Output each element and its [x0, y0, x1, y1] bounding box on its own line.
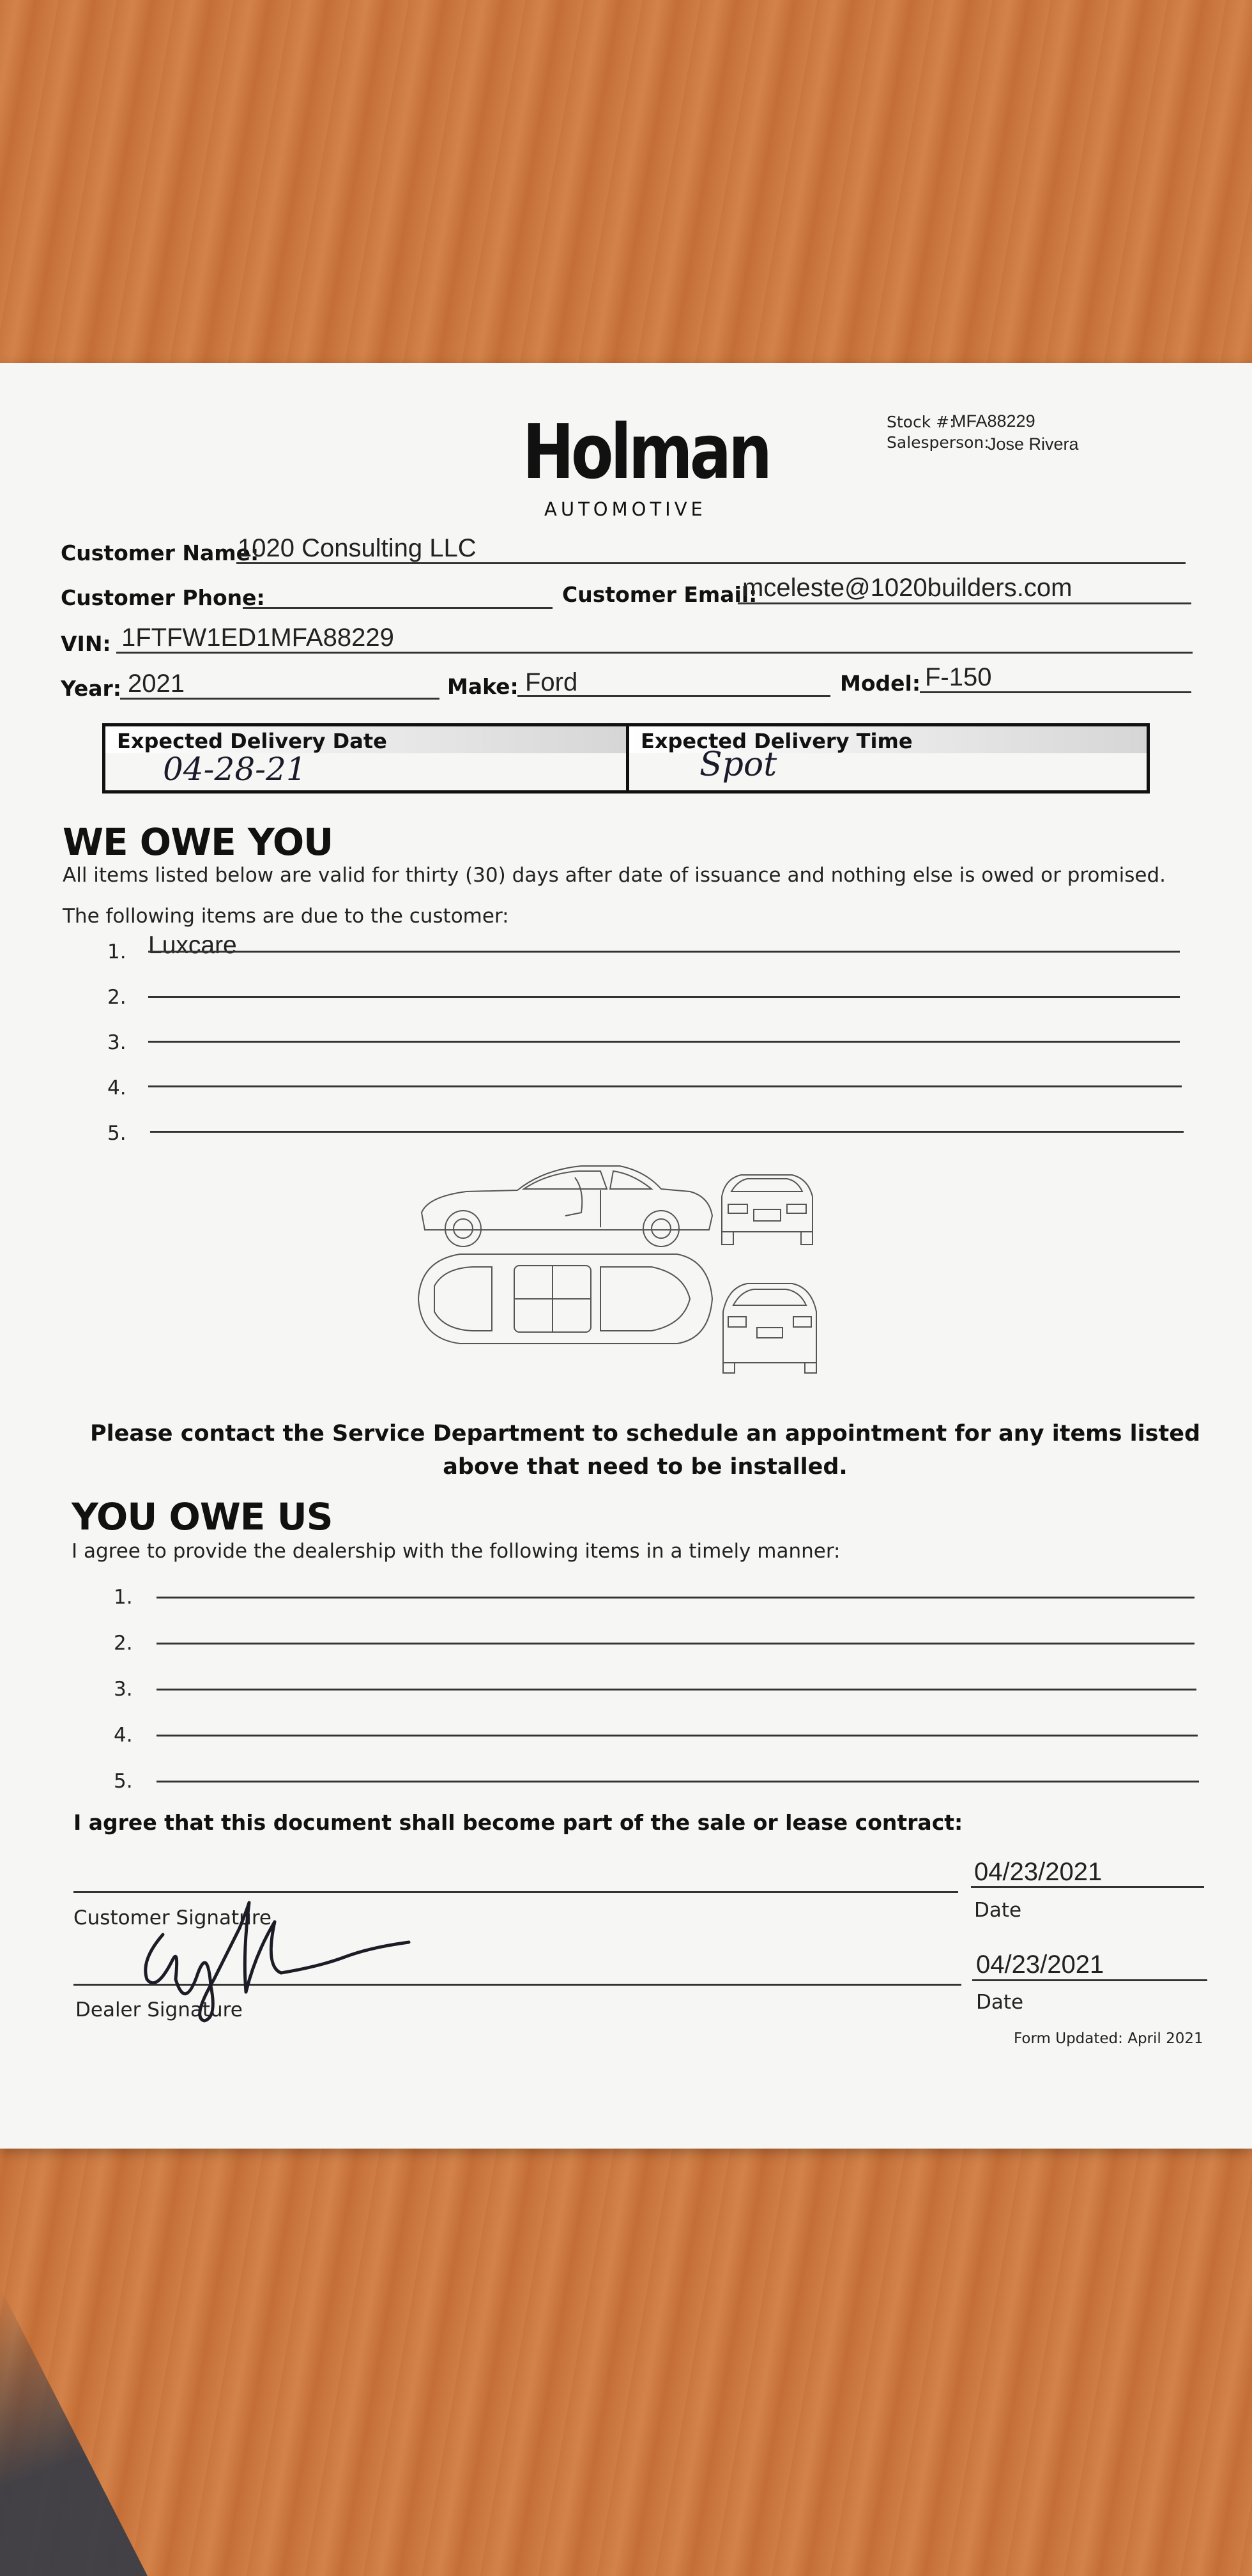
we-owe-title: WE OWE YOU — [63, 820, 333, 864]
delivery-date-cell — [105, 726, 629, 790]
you-owe-item-line — [156, 1597, 1195, 1598]
vehicle-damage-diagram — [409, 1152, 856, 1376]
customer-name-line — [236, 562, 1186, 564]
make-line — [517, 695, 830, 697]
we-owe-intro: The following items are due to the customer: — [63, 905, 509, 928]
dealer-handwritten-signature — [128, 1883, 428, 2030]
service-department-note: Please contact the Service Department to schedule an appointment for any items listed above that need to be installed. — [89, 1421, 1201, 1480]
you-owe-item-line — [156, 1689, 1196, 1690]
customer-signature-label: Customer Signature — [73, 1906, 271, 1929]
vin-label: VIN: — [61, 631, 111, 656]
you-owe-item-line — [156, 1643, 1195, 1644]
you-owe-item-num: 4. — [114, 1724, 133, 1747]
stock-label: Stock #: — [887, 413, 955, 431]
you-owe-item-line — [156, 1735, 1198, 1736]
year-line — [120, 698, 439, 700]
model-label: Model: — [840, 671, 921, 696]
year-label: Year: — [61, 676, 121, 701]
you-owe-intro: I agree to provide the dealership with the following items in a timely manner: — [72, 1540, 841, 1563]
form-updated-note: Form Updated: April 2021 — [1014, 2030, 1203, 2047]
customer-email-line — [738, 602, 1191, 604]
holman-logo: Holman — [523, 408, 770, 496]
customer-date-value: 04/23/2021 — [974, 1858, 1103, 1886]
make-label: Make: — [447, 674, 519, 699]
car-top-view — [418, 1254, 712, 1344]
agreement-statement: I agree that this document shall become part of the sale or lease contract: — [73, 1810, 963, 1835]
car-side-view — [422, 1166, 712, 1246]
we-owe-item-num: 3. — [107, 1031, 126, 1054]
delivery-box — [102, 723, 1150, 793]
car-front-view — [722, 1175, 813, 1245]
we-owe-terms: All items listed below are valid for thirty (30) days after date of issuance and nothing else is owed or promised. — [63, 864, 1166, 887]
you-owe-item-line — [156, 1781, 1199, 1782]
customer-email-value: mceleste@1020builders.com — [742, 574, 1073, 602]
model-line — [920, 691, 1191, 693]
you-owe-item-num: 5. — [114, 1770, 133, 1793]
you-owe-item-num: 2. — [114, 1632, 133, 1655]
background-table-corner — [0, 2287, 211, 2576]
we-owe-item-num: 4. — [107, 1077, 126, 1100]
we-owe-item-line — [148, 951, 1180, 953]
we-owe-item-line — [148, 1041, 1180, 1043]
salesperson-label: Salesperson: — [887, 433, 989, 452]
you-owe-title: YOU OWE US — [72, 1495, 333, 1538]
dealer-date-label: Date — [976, 1991, 1024, 2014]
vin-line — [116, 652, 1193, 654]
dealer-date-line — [972, 1979, 1207, 1981]
customer-name-label: Customer Name: — [61, 540, 259, 565]
we-owe-item-line — [148, 996, 1180, 998]
dealer-signature-label: Dealer Signature — [75, 1998, 243, 2021]
we-owe-item-num: 2. — [107, 986, 126, 1009]
delivery-time-value: Spot — [699, 746, 777, 784]
salesperson-value: Jose Rivera — [988, 434, 1079, 454]
customer-email-label: Customer Email: — [562, 582, 758, 607]
customer-phone-line — [243, 607, 553, 609]
dealer-date-value: 04/23/2021 — [976, 1951, 1104, 1979]
stock-value: MFA88229 — [952, 411, 1035, 431]
delivery-time-label: Expected Delivery Time — [629, 726, 1147, 753]
delivery-time-cell — [629, 726, 1147, 790]
we-owe-item-line — [150, 1131, 1184, 1133]
we-owe-item-num: 1. — [107, 940, 126, 963]
customer-date-line — [971, 1886, 1204, 1888]
we-owe-item-line — [148, 1085, 1182, 1087]
make-value: Ford — [525, 668, 578, 696]
model-value: F-150 — [925, 663, 992, 691]
we-owe-item-value: Luxcare — [148, 931, 237, 959]
delivery-date-value: 04-28-21 — [163, 751, 307, 788]
we-owe-form-sheet — [0, 363, 1252, 2149]
you-owe-item-num: 1. — [114, 1586, 133, 1609]
year-value: 2021 — [128, 670, 185, 698]
car-rear-view — [723, 1284, 816, 1373]
delivery-date-label: Expected Delivery Date — [105, 726, 626, 753]
logo-subtitle: AUTOMOTIVE — [544, 498, 706, 520]
customer-name-value: 1020 Consulting LLC — [238, 534, 477, 562]
vin-value: 1FTFW1ED1MFA88229 — [121, 624, 394, 652]
you-owe-item-num: 3. — [114, 1678, 133, 1701]
customer-date-label: Date — [974, 1899, 1022, 1922]
customer-phone-label: Customer Phone: — [61, 585, 265, 610]
we-owe-item-num: 5. — [107, 1122, 126, 1145]
